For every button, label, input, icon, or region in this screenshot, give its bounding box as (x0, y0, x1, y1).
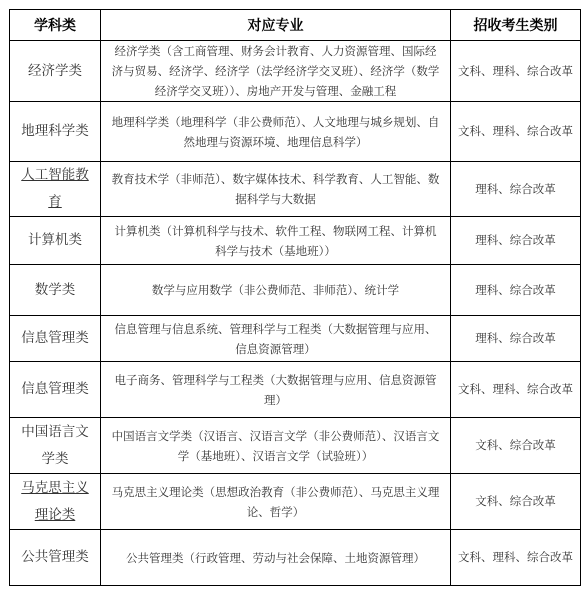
table-row (10, 162, 581, 217)
table-row (10, 41, 581, 102)
table-row (10, 362, 581, 418)
category-cell: 中国语言文学类 (10, 418, 101, 474)
majors-cell: 经济学类（含工商管理、财务会计教育、人力资源管理、国际经济与贸易、经济学、经济学（法学经济学交叉班）、经济学（数学经济学交叉班））、房地产开发与管理、金融工程 (101, 41, 451, 102)
majors-cell: 教育技术学（非师范）、数字媒体技术、科学教育、人工智能、数据科学与大数据 (101, 162, 451, 217)
majors-cell: 马克思主义理论类（思想政治教育（非公费师范）、马克思主义理论、哲学） (101, 474, 451, 530)
table-row (10, 316, 581, 362)
table-row (10, 265, 581, 316)
types-cell: 理科、综合改革 (451, 162, 581, 217)
header-types: 招收考生类别 (451, 10, 581, 41)
majors-cell: 电子商务、管理科学与工程类（大数据管理与应用、信息资源管理） (101, 362, 451, 418)
types-cell: 文科、综合改革 (451, 418, 581, 474)
types-cell: 文科、综合改革 (451, 474, 581, 530)
header-majors: 对应专业 (101, 10, 451, 41)
category-cell: 计算机类 (10, 217, 101, 265)
majors-cell: 公共管理类（行政管理、劳动与社会保障、土地资源管理） (101, 530, 451, 586)
majors-cell: 数学与应用数学（非公费师范、非师范）、统计学 (101, 265, 451, 316)
types-cell: 文科、理科、综合改革 (451, 41, 581, 102)
category-cell: 信息管理类 (10, 316, 101, 362)
table-row (10, 102, 581, 162)
majors-table (9, 9, 581, 586)
header-row (10, 10, 581, 41)
table-row (10, 418, 581, 474)
types-cell: 文科、理科、综合改革 (451, 102, 581, 162)
table-row (10, 217, 581, 265)
types-cell: 理科、综合改革 (451, 265, 581, 316)
category-cell: 人工智能教育 (10, 162, 101, 217)
majors-cell: 信息管理与信息系统、管理科学与工程类（大数据管理与应用、信息资源管理） (101, 316, 451, 362)
table-row (10, 474, 581, 530)
category-cell: 信息管理类 (10, 362, 101, 418)
majors-cell: 地理科学类（地理科学（非公费师范）、人文地理与城乡规划、自然地理与资源环境、地理信息科学） (101, 102, 451, 162)
majors-cell: 计算机类（计算机科学与技术、软件工程、物联网工程、计算机科学与技术（基地班）） (101, 217, 451, 265)
category-cell: 经济学类 (10, 41, 101, 102)
majors-cell: 中国语言文学类（汉语言、汉语言文学（非公费师范）、汉语言文学（基地班）、汉语言文学（试验班）） (101, 418, 451, 474)
category-cell: 数学类 (10, 265, 101, 316)
table-row (10, 530, 581, 586)
category-cell: 地理科学类 (10, 102, 101, 162)
types-cell: 文科、理科、综合改革 (451, 362, 581, 418)
types-cell: 文科、理科、综合改革 (451, 530, 581, 586)
types-cell: 理科、综合改革 (451, 316, 581, 362)
category-cell: 公共管理类 (10, 530, 101, 586)
category-cell: 马克思主义理论类 (10, 474, 101, 530)
types-cell: 理科、综合改革 (451, 217, 581, 265)
header-category: 学科类 (10, 10, 101, 41)
